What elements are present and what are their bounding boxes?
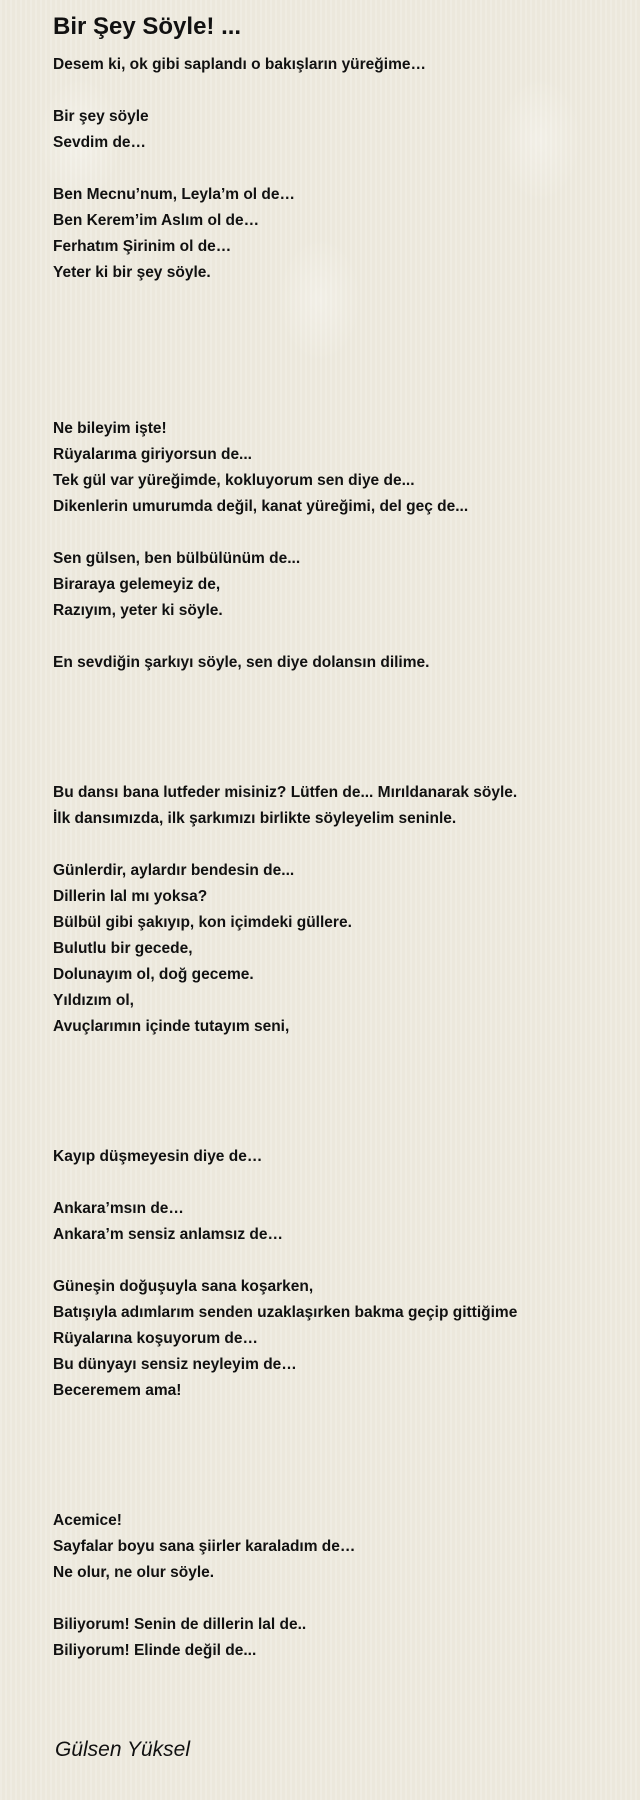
poem-line: Ne olur, ne olur söyle.: [53, 1564, 215, 1581]
poem-line: Güneşin doğuşuyla sana koşarken,: [53, 1278, 314, 1295]
stanza-gap: [53, 156, 623, 182]
poem-line: Sevdim de…: [53, 134, 147, 151]
poem-body: [53, 52, 623, 1664]
stanza-gap: [53, 286, 623, 312]
poem-line: Bulutlu bir gecede,: [53, 940, 193, 957]
poem-author: Gülsen Yüksel: [55, 1738, 191, 1761]
poem-line: Dikenlerin umurumda değil, kanat yüreğimi, del geç de...: [53, 498, 469, 515]
poem-line: Ankara’m sensiz anlamsız de…: [53, 1226, 284, 1243]
poem-line: Ferhatım Şirinim ol de…: [53, 238, 232, 255]
poem-line: Sayfalar boyu sana şiirler karaladım de…: [53, 1538, 356, 1555]
poem-line: Ne bileyim işte!: [53, 420, 167, 437]
stanza-gap: [53, 390, 623, 416]
poem-line: Biraraya gelemeyiz de,: [53, 576, 221, 593]
poem-line: Rüyalarıma giriyorsun de...: [53, 446, 252, 463]
stanza-gap: [53, 312, 623, 338]
poem-line: Bir şey söyle: [53, 108, 149, 125]
stanza-gap: [53, 1430, 623, 1456]
poem-line: Desem ki, ok gibi saplandı o bakışların yüreğime…: [53, 56, 426, 73]
stanza-gap: [53, 1456, 623, 1482]
stanza-gap: [53, 364, 623, 390]
poem-line: İlk dansımızda, ilk şarkımızı birlikte söyleyelim seninle.: [53, 810, 457, 827]
poem-line: Günlerdir, aylardır bendesin de...: [53, 862, 295, 879]
poem-line: Beceremem ama!: [53, 1382, 182, 1399]
stanza-gap: [53, 520, 623, 546]
stanza-gap: [53, 728, 623, 754]
poem-line: Bu dansı bana lutfeder misiniz? Lütfen de... Mırıldanarak söyle.: [53, 784, 518, 801]
poem-line: Avuçlarımın içinde tutayım seni,: [53, 1018, 290, 1035]
poem-line: En sevdiğin şarkıyı söyle, sen diye dolansın dilime.: [53, 654, 430, 671]
poem-line: Yeter ki bir şey söyle.: [53, 264, 211, 281]
poem-line: Tek gül var yüreğimde, kokluyorum sen diye de...: [53, 472, 415, 489]
stanza-gap: [53, 1586, 623, 1612]
poem-line: Sen gülsen, ben bülbülünüm de...: [53, 550, 301, 567]
stanza-gap: [53, 1482, 623, 1508]
poem-title: Bir Şey Söyle! ...: [53, 13, 242, 40]
stanza-gap: [53, 1404, 623, 1430]
poem-line: Yıldızım ol,: [53, 992, 134, 1009]
poem-line: Bu dünyayı sensiz neyleyim de…: [53, 1356, 297, 1373]
stanza-gap: [53, 78, 623, 104]
poem-line: Ben Kerem’im Aslım ol de…: [53, 212, 260, 229]
stanza-gap: [53, 1248, 623, 1274]
poem-line: Rüyalarına koşuyorum de…: [53, 1330, 259, 1347]
poem-line: Razıyım, yeter ki söyle.: [53, 602, 223, 619]
stanza-gap: [53, 1066, 623, 1092]
poem-line: Biliyorum! Elinde değil de...: [53, 1642, 257, 1659]
poem-line: Dillerin lal mı yoksa?: [53, 888, 208, 905]
poem-line: Ben Mecnu’num, Leyla’m ol de…: [53, 186, 296, 203]
stanza-gap: [53, 702, 623, 728]
stanza-gap: [53, 832, 623, 858]
poem-line: Batışıyla adımlarım senden uzaklaşırken bakma geçip gittiğime: [53, 1304, 518, 1321]
poem-line: Dolunayım ol, doğ geceme.: [53, 966, 254, 983]
stanza-gap: [53, 1040, 623, 1066]
poem-line: Bülbül gibi şakıyıp, kon içimdeki güllere.: [53, 914, 352, 931]
stanza-gap: [53, 754, 623, 780]
poem-line: Biliyorum! Senin de dillerin lal de..: [53, 1616, 307, 1633]
stanza-gap: [53, 1118, 623, 1144]
stanza-gap: [53, 1092, 623, 1118]
poem-line: Ankara’msın de…: [53, 1200, 184, 1217]
stanza-gap: [53, 676, 623, 702]
stanza-gap: [53, 1170, 623, 1196]
stanza-gap: [53, 338, 623, 364]
stanza-gap: [53, 624, 623, 650]
poem-line: Kayıp düşmeyesin diye de…: [53, 1148, 263, 1165]
poem-line: Acemice!: [53, 1512, 122, 1529]
